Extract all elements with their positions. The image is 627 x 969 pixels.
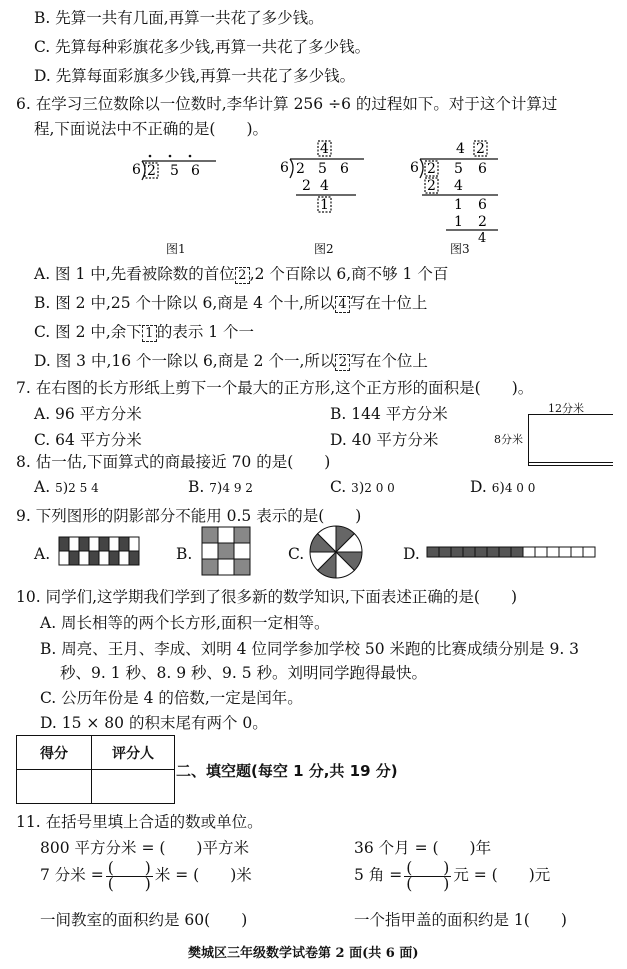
figure-b-cell bbox=[234, 543, 250, 559]
fig1-digit: 6 bbox=[191, 163, 200, 179]
figure-d-cell bbox=[583, 547, 595, 557]
score-header: 得分 bbox=[17, 736, 92, 770]
figure-d-cell bbox=[451, 547, 463, 557]
figure-b-cell bbox=[218, 527, 234, 543]
fig3-remainder: 4 bbox=[478, 231, 487, 243]
fig2-divisor: 6 bbox=[280, 160, 289, 176]
figure-a-cell bbox=[79, 551, 89, 565]
fig3-quotient: 4 bbox=[456, 141, 465, 157]
q8-option-d bbox=[470, 478, 535, 496]
figure-d-cell bbox=[511, 547, 523, 557]
q9-figure-b bbox=[198, 526, 256, 576]
figure-d-cell bbox=[499, 547, 511, 557]
figure-a-cell bbox=[119, 551, 129, 565]
q8-option-d-letter: D. bbox=[470, 478, 487, 496]
q6-option-c-text2: 的表示 1 个一 bbox=[156, 323, 255, 341]
fig3-digit: 6 bbox=[478, 197, 487, 213]
fig2-digit: 6 bbox=[340, 161, 349, 177]
figure-d-cell bbox=[547, 547, 559, 557]
figure-d-cell bbox=[439, 547, 451, 557]
q9-figure-c bbox=[308, 524, 364, 580]
figure-a-cell bbox=[99, 537, 109, 551]
q10-option-b-line2: 秒、9. 1 秒、8. 9 秒、9. 5 秒。刘明同学跑得最快。 bbox=[60, 664, 428, 682]
figure-a-cell bbox=[69, 551, 79, 565]
figure-a-cell bbox=[99, 551, 109, 565]
q6-option-a-text2: ,2 个百除以 6,商不够 1 个百 bbox=[249, 265, 449, 283]
figure-b-cell bbox=[202, 527, 218, 543]
q5-option-b: B. 先算一共有几面,再算一共花了多少钱。 bbox=[34, 9, 324, 27]
q7-option-b: B. 144 平方分米 bbox=[330, 405, 448, 423]
fig2-digit: 4 bbox=[320, 178, 329, 194]
q7-option-d: D. 40 平方分米 bbox=[330, 431, 439, 449]
fig3-quotient: 2 bbox=[476, 141, 485, 157]
q10-option-d: D. 15 × 80 的积末尾有两个 0。 bbox=[40, 714, 268, 732]
q11-row2-right-post: 元 = ( )元 bbox=[453, 866, 551, 884]
figure-a-cell bbox=[69, 537, 79, 551]
figure-b-cell bbox=[202, 543, 218, 559]
q6-option-b-box: 4 bbox=[335, 296, 350, 313]
fig3-digit: 6 bbox=[478, 161, 487, 177]
q11-row3-left[interactable]: 一间教室的面积约是 60( ) bbox=[40, 911, 248, 929]
grader-cell[interactable] bbox=[92, 770, 175, 804]
figure-a-cell bbox=[89, 537, 99, 551]
q11-row2-left[interactable] bbox=[40, 860, 252, 892]
q11-row1-left[interactable]: 800 平方分米 = ( )平方米 bbox=[40, 839, 249, 857]
fig2-digit: 2 bbox=[302, 178, 311, 194]
q6-option-a bbox=[34, 262, 448, 284]
denominator[interactable]: ( ) bbox=[107, 874, 151, 893]
bracket: ) bbox=[358, 480, 365, 496]
section-2-title: 二、填空题(每空 1 分,共 19 分) bbox=[176, 762, 398, 780]
q6-option-c bbox=[34, 320, 254, 342]
fig2-bracket bbox=[290, 159, 293, 178]
figure-a-cell bbox=[59, 551, 69, 565]
q8-option-a-letter: A. bbox=[34, 478, 51, 496]
divisor: 6 bbox=[491, 481, 500, 495]
divisor: 3 bbox=[351, 481, 359, 495]
q11-row2-right-fraction[interactable] bbox=[404, 858, 451, 893]
figure-a-cell bbox=[119, 537, 129, 551]
q7-option-a: A. 96 平方分米 bbox=[34, 405, 142, 423]
fig2-quotient: 4 bbox=[320, 141, 329, 157]
figure-a-cell bbox=[89, 551, 99, 565]
q6-option-d-text2: 写在个位上 bbox=[350, 352, 428, 370]
fig3-digit: 5 bbox=[454, 161, 463, 177]
figure-b-cell bbox=[234, 559, 250, 575]
fig1-dot bbox=[149, 155, 152, 158]
q11-row2-left-fraction[interactable] bbox=[106, 858, 153, 893]
figure-a-cell bbox=[109, 551, 119, 565]
q10-option-b-line1: B. 周亮、王月、李成、刘明 4 位同学参加学校 50 米跑的比赛成绩分别是 9. 3 bbox=[40, 640, 580, 658]
q6-option-d-box: 2 bbox=[335, 354, 350, 371]
fig3-digit: 1 bbox=[454, 214, 463, 230]
bracket: ) bbox=[499, 480, 505, 496]
q9-stem: 9. 下列图形的阴影部分不能用 0.5 表示的是( ) bbox=[16, 507, 362, 525]
q10-option-c: C. 公历年份是 4 的倍数,一定是闰年。 bbox=[40, 689, 303, 707]
q9-letter-a: A. bbox=[34, 545, 51, 563]
fig3-label: 图3 bbox=[450, 242, 470, 256]
q9-figure-a bbox=[58, 536, 142, 570]
q8-option-b bbox=[188, 478, 253, 496]
numerator[interactable]: ( ) bbox=[406, 858, 450, 877]
q11-row2-right-pre: 5 角 = bbox=[354, 866, 403, 884]
fig3-digit: 1 bbox=[454, 197, 463, 213]
fig3-digit: 2 bbox=[478, 214, 487, 230]
divisor: 7 bbox=[209, 481, 217, 495]
q8-option-c-letter: C. bbox=[330, 478, 347, 496]
q11-row2-left-post: 米 = ( )米 bbox=[154, 866, 252, 884]
figure-d-cell bbox=[427, 547, 439, 557]
dividend: 4 0 0 bbox=[504, 481, 536, 495]
score-table bbox=[16, 735, 175, 804]
q8-option-b-letter: B. bbox=[188, 478, 205, 496]
q10-stem: 10. 同学们,这学期我们学到了很多新的数学知识,下面表述正确的是( ) bbox=[16, 588, 518, 606]
q11-row2-right[interactable] bbox=[354, 860, 550, 892]
figure-d-cell bbox=[475, 547, 487, 557]
q6-figure-1 bbox=[130, 140, 220, 200]
figure-d-cell bbox=[523, 547, 535, 557]
q8-option-a-division bbox=[55, 480, 99, 496]
fig1-divisor: 6 bbox=[132, 162, 141, 178]
fig1-dot bbox=[189, 155, 192, 158]
fig2-digit: 2 bbox=[296, 161, 305, 177]
q9-letter-d: D. bbox=[403, 545, 420, 563]
q6-stem-line1: 6. 在学习三位数除以一位数时,李华计算 256 ÷6 的过程如下。对于这个计算过 bbox=[16, 95, 558, 113]
numerator[interactable]: ( ) bbox=[107, 858, 151, 877]
q8-option-c bbox=[330, 478, 395, 496]
q9-letter-c: C. bbox=[288, 545, 305, 563]
q8-option-d-division bbox=[492, 480, 536, 496]
q11-row2-left-pre: 7 分米 = bbox=[40, 866, 104, 884]
grader-header: 评分人 bbox=[92, 736, 175, 770]
q6-option-a-box: 2 bbox=[235, 267, 250, 284]
q6-option-b-text2: 写在十位上 bbox=[349, 294, 428, 312]
figure-b-cell bbox=[218, 543, 234, 559]
figure-a-cell bbox=[129, 551, 139, 565]
q11-stem: 11. 在括号里填上合适的数或单位。 bbox=[16, 813, 263, 831]
fig3-divisor: 6 bbox=[410, 160, 419, 176]
q6-figure-3 bbox=[408, 138, 503, 243]
q7-stem: 7. 在右图的长方形纸上剪下一个最大的正方形,这个正方形的面积是( )。 bbox=[16, 379, 534, 397]
score-cell[interactable] bbox=[17, 770, 92, 804]
q7-rectangle-bottom bbox=[528, 462, 613, 463]
dividend: 4 9 2 bbox=[222, 481, 253, 495]
figure-a-cell bbox=[79, 537, 89, 551]
q9-figure-d bbox=[426, 545, 596, 561]
figure-d-cell bbox=[535, 547, 547, 557]
dividend: 2 5 4 bbox=[68, 481, 99, 495]
q5-option-d: D. 先算每面彩旗多少钱,再算一共花了多少钱。 bbox=[34, 67, 356, 85]
q6-option-b-text: B. 图 2 中,25 个十除以 6,商是 4 个十,所以 bbox=[34, 294, 335, 312]
bracket: ) bbox=[62, 480, 69, 496]
q8-stem: 8. 估一估,下面算式的商最接近 70 的是( ) bbox=[16, 453, 331, 471]
q6-option-b bbox=[34, 291, 427, 313]
figure-d-cell bbox=[571, 547, 583, 557]
q11-row3-right[interactable]: 一个指甲盖的面积约是 1( ) bbox=[354, 911, 567, 929]
q6-stem-line2: 程,下面说法中不正确的是( )。 bbox=[34, 120, 269, 138]
figure-b-cell bbox=[218, 559, 234, 575]
q7-width-label: 12分米 bbox=[548, 402, 584, 415]
fig3-digit: 4 bbox=[454, 178, 463, 194]
q9-letter-b: B. bbox=[176, 545, 193, 563]
q7-option-c: C. 64 平方分米 bbox=[34, 431, 142, 449]
figure-a-cell bbox=[129, 537, 139, 551]
q8-option-c-division bbox=[351, 480, 395, 496]
q6-option-c-box: 1 bbox=[142, 325, 157, 342]
fig2-label: 图2 bbox=[314, 242, 334, 256]
fig1-digit: 2 bbox=[147, 163, 156, 179]
fig3-bracket bbox=[420, 159, 423, 178]
q8-option-b-division bbox=[209, 480, 253, 496]
figure-a-cell bbox=[109, 537, 119, 551]
q7-rectangle bbox=[528, 414, 613, 466]
fig3-digit: 2 bbox=[427, 161, 436, 177]
figure-d-cell bbox=[487, 547, 499, 557]
fig3-digit: 2 bbox=[427, 178, 436, 194]
q7-height-label: 8分米 bbox=[494, 433, 523, 446]
bracket: ) bbox=[216, 480, 223, 496]
page-footer: 樊城区三年级数学试卷第 2 面(共 6 面) bbox=[188, 946, 419, 961]
q6-figure-2 bbox=[278, 138, 368, 223]
q5-option-c: C. 先算每种彩旗花多少钱,再算一共花了多少钱。 bbox=[34, 38, 371, 56]
q11-row1-right[interactable]: 36 个月 = ( )年 bbox=[354, 839, 492, 857]
figure-d-cell bbox=[559, 547, 571, 557]
q6-option-c-text: C. 图 2 中,余下 bbox=[34, 323, 142, 341]
figure-a-cell bbox=[59, 537, 69, 551]
denominator[interactable]: ( ) bbox=[406, 874, 450, 893]
q6-option-a-text: A. 图 1 中,先看被除数的首位 bbox=[34, 265, 235, 283]
fig1-digit: 5 bbox=[170, 163, 179, 179]
q8-option-a bbox=[34, 478, 99, 496]
figure-b-cell bbox=[202, 559, 218, 575]
fig1-bracket bbox=[142, 161, 145, 180]
fig2-remainder: 1 bbox=[320, 197, 329, 213]
q6-option-d bbox=[34, 349, 428, 371]
q6-option-d-text: D. 图 3 中,16 个一除以 6,商是 2 个一,所以 bbox=[34, 352, 336, 370]
fig1-label: 图1 bbox=[166, 242, 186, 256]
divisor: 5 bbox=[55, 481, 63, 495]
fig1-dot bbox=[169, 155, 172, 158]
dividend: 2 0 0 bbox=[364, 481, 395, 495]
fig2-digit: 5 bbox=[318, 161, 327, 177]
q10-option-a: A. 周长相等的两个长方形,面积一定相等。 bbox=[40, 614, 330, 632]
figure-d-cell bbox=[463, 547, 475, 557]
figure-b-cell bbox=[234, 527, 250, 543]
